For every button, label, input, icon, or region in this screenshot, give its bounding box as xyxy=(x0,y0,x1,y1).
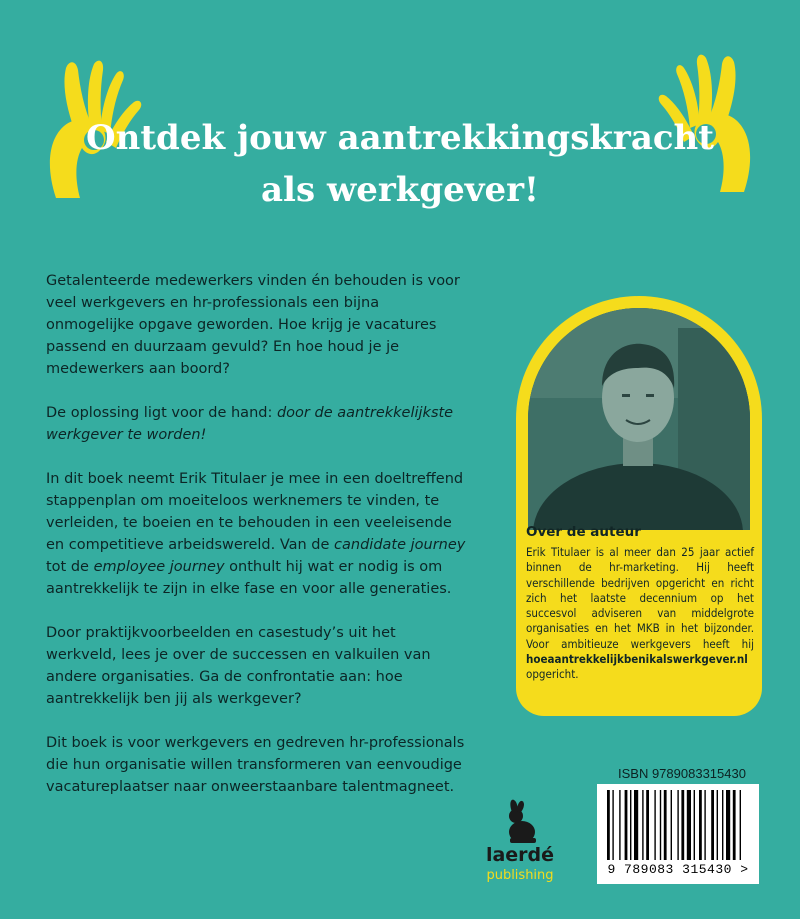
barcode-bar xyxy=(654,790,655,860)
barcode-bar xyxy=(694,790,695,860)
headline-line-1: Ontdek jouw aantrekkingskracht xyxy=(86,118,714,158)
barcode-bar xyxy=(717,790,718,860)
rabbit-logo-icon xyxy=(470,798,570,844)
barcode-bar xyxy=(607,790,610,860)
paragraph-cases: Door praktijkvoorbeelden en casestudy’s uit het werkveld, lees je over de successen en valkuilen van andere organisaties. Ga de confrontatie aan: hoe aantrekkelijk ben jij als werkgever? xyxy=(46,625,431,707)
barcode-bar xyxy=(699,790,702,860)
author-photo xyxy=(528,308,750,530)
author-card xyxy=(516,296,762,716)
barcode-bar xyxy=(687,790,691,860)
barcode-bar xyxy=(664,790,667,860)
barcode-bar xyxy=(646,790,649,860)
barcode-bar xyxy=(733,790,736,860)
barcode-bar xyxy=(726,790,730,860)
publisher-sub: publishing xyxy=(486,868,554,883)
back-cover-text xyxy=(46,270,466,820)
barcode-bar xyxy=(740,790,741,860)
author-website: hoeaantrekkelijkbenikalswerkgever.nl xyxy=(526,652,748,667)
publisher-name: laerdé xyxy=(485,844,555,866)
paragraph-audience: Dit boek is voor werkgevers en gedreven hr-professionals die hun organisatie willen transformeren van eenvoudige vacatureplaatser naar onweerstaanbare talentmagneet. xyxy=(46,735,465,795)
barcode-bar xyxy=(722,790,723,860)
barcode-bar xyxy=(634,790,638,860)
author-bio: Erik Titulaer is al meer dan 25 jaar actief binnen de hr-marketing. Hij heeft verschillende bedrijven opgericht en richt zich het laatste decennium op het succesvol adviseren van middelgrote organisaties en het MKB in het bijzonder. Voor ambitieuze werkgevers heeft hij hoeaantrekkelijkbenikalswerkgever.nl opgericht. xyxy=(526,545,754,682)
isbn-label: ISBN 9789083315430 xyxy=(618,766,746,781)
author-heading: Over de auteur xyxy=(526,524,641,540)
barcode-bar xyxy=(704,790,705,860)
barcode-bar xyxy=(711,790,714,860)
barcode-bar xyxy=(619,790,620,860)
headline-line-2: als werkgever! xyxy=(261,170,539,210)
paragraph-solution: De oplossing ligt voor de hand: door de aantrekkelijkste werkgever te worden! xyxy=(46,405,454,443)
barcode-bar xyxy=(642,790,643,860)
barcode-bar xyxy=(625,790,628,860)
barcode-bar xyxy=(612,790,613,860)
barcode-digits: 9 789083 315430 > xyxy=(607,862,749,877)
barcode xyxy=(597,784,759,884)
headline xyxy=(0,112,800,216)
barcode-bar xyxy=(671,790,672,860)
barcode-bar xyxy=(681,790,684,860)
barcode-bar xyxy=(677,790,678,860)
paragraph-book: In dit boek neemt Erik Titulaer je mee in een doeltreffend stappenplan om moeiteloos werknemers te vinden, te verleiden, te boeien en te behouden in een veeleisende en competitieve arbeidswereld. Van de candidate journey tot de employee journey onthult hij wat er nodig is om aantrekkelijk te zijn in elke fase en voor alle generaties. xyxy=(46,471,466,597)
barcode-bar xyxy=(630,790,631,860)
barcode-bar xyxy=(660,790,661,860)
paragraph-intro: Getalenteerde medewerkers vinden én behouden is voor veel werkgevers en hr-professionals een bijna onmogelijke opgave geworden. Hoe krijg je vacatures passend en duurzaam gevuld? En hoe houd je je medewerkers aan boord? xyxy=(46,273,460,377)
